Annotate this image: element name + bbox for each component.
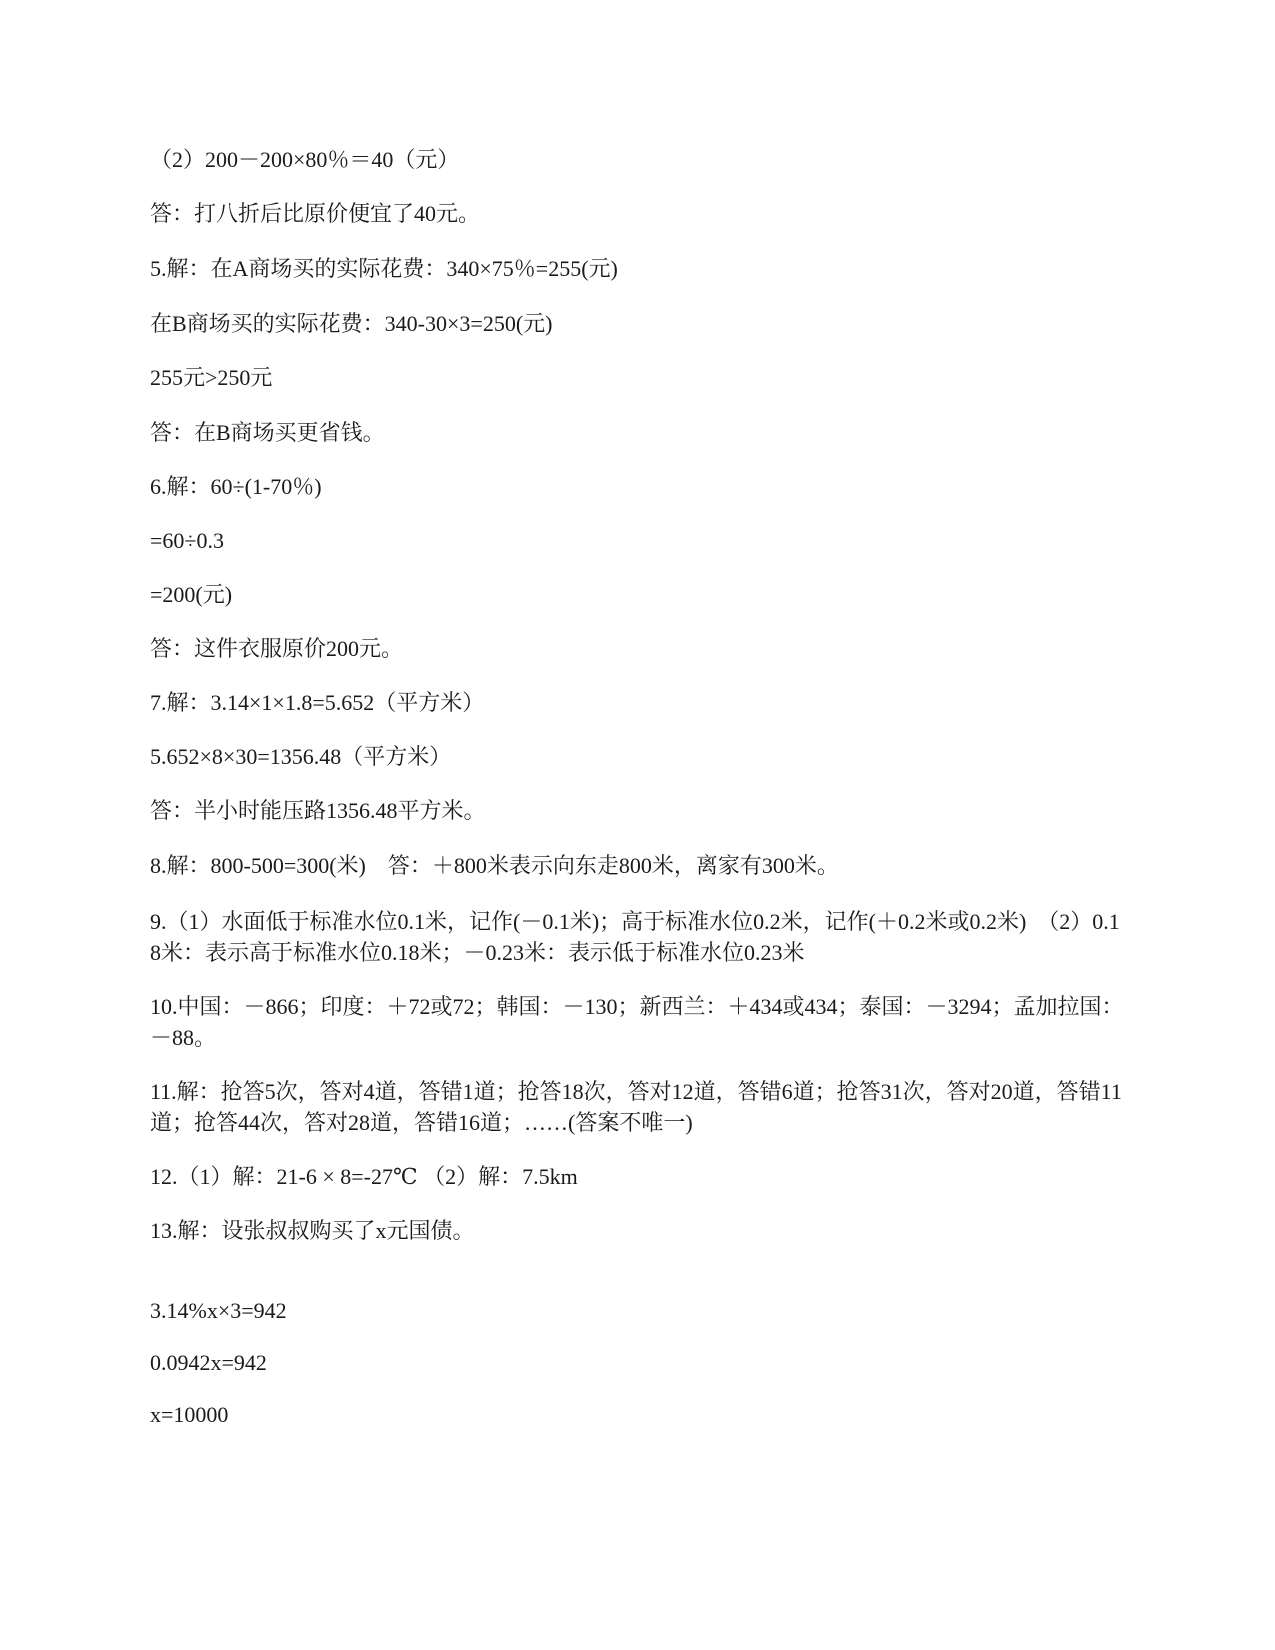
text-line: 答：在B商场买更省钱。 (150, 420, 385, 445)
text-line: =200(元) (150, 582, 233, 607)
text-paragraph: 11.解：抢答5次，答对4道，答错1道；抢答18次，答对12道，答错6道；抢答31次，答对20道，答错11道；抢答44次，答对28道，答错16道；……(答案不唯一) (150, 1079, 1122, 1135)
text-line: 255元>250元 (150, 365, 273, 390)
equation-line: x=10000 (150, 1402, 229, 1427)
text-line: 答：半小时能压路1356.48平方米。 (150, 798, 486, 823)
text-line: 5.652×8×30=1356.48（平方米） (150, 744, 452, 769)
text-paragraph: 9.（1）水面低于标准水位0.1米，记作(－0.1米)；高于标准水位0.2米，记作(＋0.2米或0.2米) （2）0.18米：表示高于标准水位0.18米；－0.23米：表示低于标准水位0.23米 (150, 909, 1120, 965)
text-line: 答：打八折后比原价便宜了40元。 (150, 201, 481, 226)
text-line: 6.解：60÷(1-70％) (150, 474, 322, 499)
equation-line: 3.14%x×3=942 (150, 1298, 287, 1323)
text-line: 答：这件衣服原价200元。 (150, 636, 404, 661)
text-line: （2）200－200×80％＝40（元） (150, 147, 460, 172)
equation-line: 0.0942x=942 (150, 1350, 267, 1375)
text-line: 12.（1）解：21-6 × 8=-27℃ （2）解：7.5km (150, 1164, 578, 1189)
text-line: =60÷0.3 (150, 528, 224, 553)
text-line: 13.解：设张叔叔购买了x元国债。 (150, 1218, 475, 1243)
text-paragraph: 10.中国：－866；印度：＋72或72；韩国：－130；新西兰：＋434或434；泰国：－3294；孟加拉国：－88。 (150, 994, 1124, 1050)
text-line: 在B商场买的实际花费：340-30×3=250(元) (150, 311, 553, 336)
text-line: 7.解：3.14×1×1.8=5.652（平方米） (150, 690, 485, 715)
text-line: 8.解：800-500=300(米) 答：＋800米表示向东走800米，离家有300米。 (150, 853, 839, 878)
text-line: 5.解：在A商场买的实际花费：340×75％=255(元) (150, 256, 618, 281)
